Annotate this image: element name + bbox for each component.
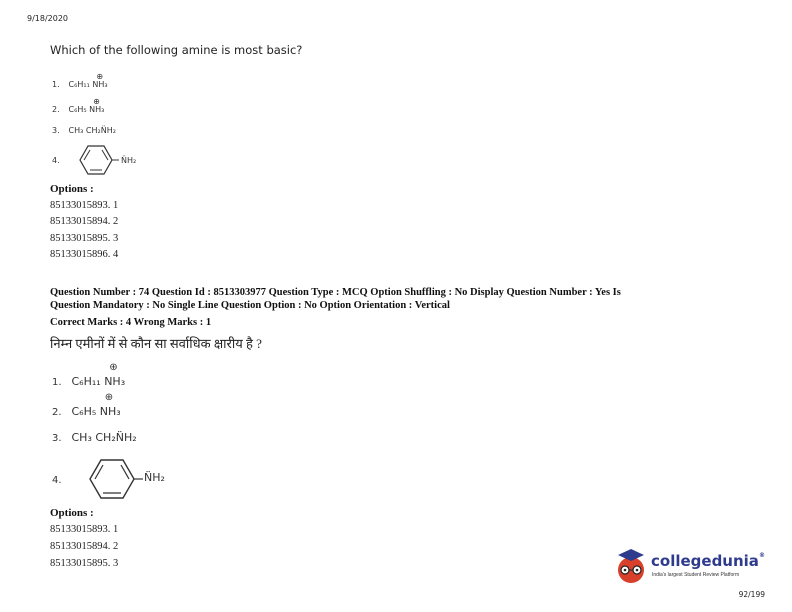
option-id-line: 85133015894. 2 <box>50 541 119 552</box>
option-id-line: 85133015893. 1 <box>50 200 119 211</box>
option-id-line: 85133015894. 2 <box>50 216 119 227</box>
option-id-line: 85133015895. 3 <box>50 558 119 569</box>
page-number: 92/199 <box>738 590 765 599</box>
question-text-english: Which of the following amine is most basic? <box>50 43 303 57</box>
q2-option-3 <box>52 431 137 444</box>
benzene-ring-icon <box>70 143 120 177</box>
q2-option-1 <box>52 362 126 388</box>
graduate-mascot-icon <box>612 546 650 586</box>
option-id-line: 85133015895. 3 <box>50 233 119 244</box>
options-label: Options : <box>50 507 94 519</box>
option-number: 2. <box>52 105 60 114</box>
option-number: 4. <box>52 475 62 486</box>
option-number: 2. <box>52 407 62 418</box>
formula-part: C₆H₁₁ <box>71 375 101 388</box>
q2-option-2 <box>52 392 121 418</box>
marks-line: Correct Marks : 4 Wrong Marks : 1 <box>50 317 212 328</box>
q1-option-4-number: 4. <box>52 156 60 165</box>
formula-part: C₆H₁₁ <box>68 80 90 89</box>
question-text-hindi: निम्न एमीनों में से कौन सा सर्वाधिक क्षारीय है ? <box>50 336 262 351</box>
q1-option-2 <box>52 97 105 114</box>
formula-part: NH₃ <box>89 105 105 114</box>
positive-charge-icon: ⊕ <box>109 362 118 373</box>
positive-charge-icon: ⊕ <box>96 72 104 81</box>
q1-option-1 <box>52 72 108 89</box>
formula-part: NH₃ <box>92 80 108 89</box>
trademark: ® <box>758 552 765 559</box>
positive-charge-icon: ⊕ <box>93 97 100 106</box>
option-id-line: 85133015893. 1 <box>50 524 119 535</box>
benzene-ring-icon <box>76 456 144 502</box>
option-number: 1. <box>52 80 60 89</box>
q2-option-4-amine: N̈H₂ <box>144 471 165 484</box>
print-date: 9/18/2020 <box>27 14 69 23</box>
option-number: 1. <box>52 377 62 388</box>
formula-part: CH₃ <box>71 431 92 444</box>
formula-part: CH₃ <box>68 126 84 135</box>
q1-option-4-amine: N̈H₂ <box>121 156 137 165</box>
formula-part: C₆H₅ <box>68 105 87 114</box>
collegedunia-logo <box>651 552 765 570</box>
option-number: 3. <box>52 433 62 444</box>
logo-wordmark: collegedunia <box>651 552 759 570</box>
question-meta-line-1: Question Number : 74 Question Id : 8513303977 Question Type : MCQ Option Shuffling : No Display Question Number : Yes Is <box>50 287 621 298</box>
formula-part: NH₃ <box>99 405 121 418</box>
q1-option-3 <box>52 126 116 135</box>
formula-part: CH₂N̈H₂ <box>95 431 137 444</box>
option-id-line: 85133015896. 4 <box>50 249 119 260</box>
options-label: Options : <box>50 183 94 195</box>
option-number: 3. <box>52 126 60 135</box>
formula-part: CH₂N̈H₂ <box>85 126 116 135</box>
question-meta-line-2: Question Mandatory : No Single Line Question Option : No Option Orientation : Vertical <box>50 300 450 311</box>
q2-option-4-number <box>52 473 68 486</box>
logo-tagline: India's largest Student Review Platform <box>652 572 740 578</box>
formula-part: C₆H₅ <box>71 405 97 418</box>
formula-part: NH₃ <box>104 375 126 388</box>
positive-charge-icon: ⊕ <box>104 392 114 403</box>
